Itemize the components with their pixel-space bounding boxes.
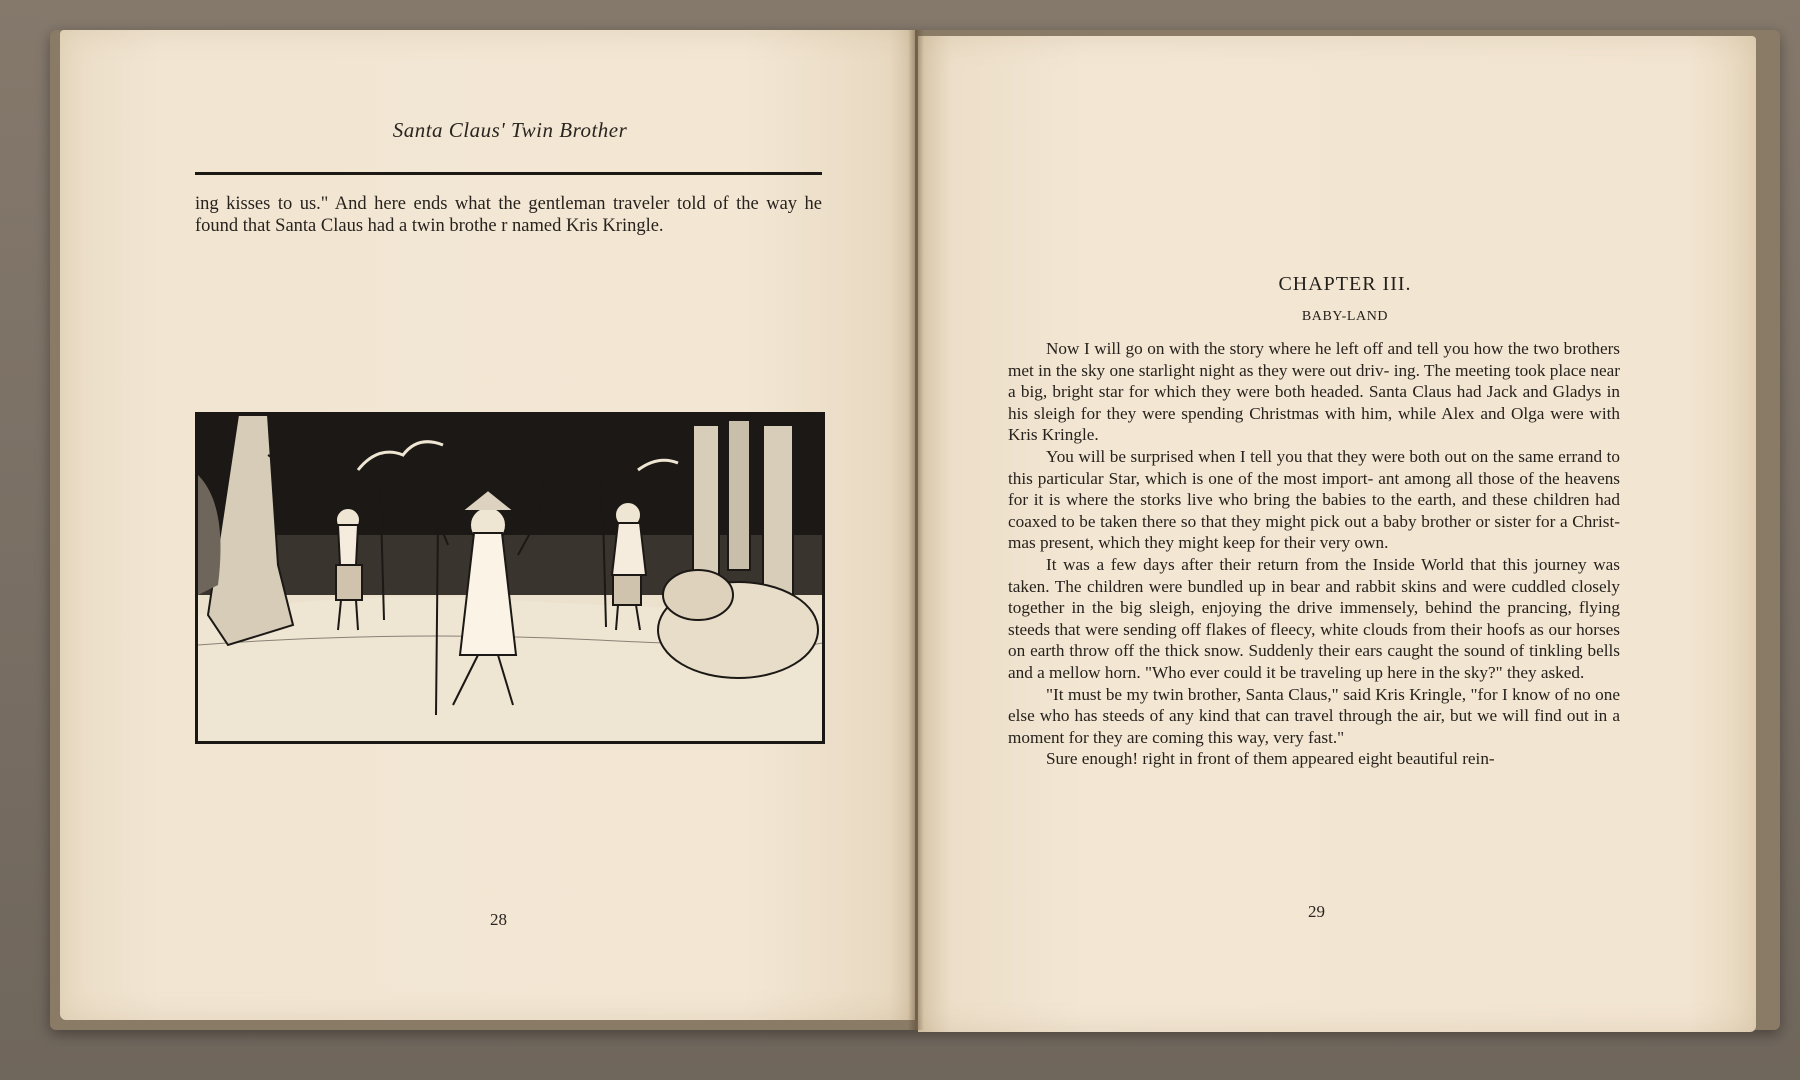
paragraph: "It must be my twin brother, Santa Claus," said Kris Kringle, "for I know of no one else who has steeds of any kind that can travel through the air, but we will find out in a moment for they are coming this way, very fast." — [1008, 684, 1620, 747]
paragraph: Sure enough! right in front of them appeared eight beautiful rein- — [1046, 749, 1495, 769]
right-page-text — [1008, 338, 1620, 770]
running-head: Santa Claus' Twin Brother — [392, 118, 628, 142]
left-page-text — [195, 193, 822, 237]
paragraph: Now I will go on with the story where he left off and tell you how the two brothers met in the sky one starlight night as they were out driv- ing. The meeting took place near a big, bright star for which they were both headed. Santa Claus had Jack and Gladys in his sleigh for they were spending Christmas with him, while Alex and Olga were with Kris Kringle. — [1008, 339, 1620, 445]
paragraph: You will be surprised when I tell you that they were both out on the same errand to this particular Star, which is one of the most import- ant among all those of the heavens for it is where the storks live who bring the babies to the earth, and these children had coaxed to be taken there so that they might pick out a baby brother or sister for a Christ- mas present, which they might keep for their very own. — [1008, 446, 1620, 553]
book-gutter — [908, 30, 924, 1030]
chapter-subtitle: BABY-LAND — [1301, 309, 1389, 324]
chapter-title: CHAPTER III. — [1278, 273, 1412, 295]
gnome-illustration — [195, 412, 825, 744]
left-paragraph: ing kisses to us." And here ends what the gentleman traveler told of the way he found that Santa Claus had a twin brothe r named Kris Kringle. — [195, 194, 822, 236]
header-rule — [195, 172, 822, 175]
page-number-right: 29 — [1308, 902, 1325, 921]
illustration-drawing — [198, 415, 822, 741]
page-number-left: 28 — [490, 910, 507, 929]
paragraph: It was a few days after their return from the Inside World that this journey was taken. The children were bundled up in bear and rabbit skins and were cuddled closely together in the big sleigh, enjoying the drive immensely, behind the prancing, flying steeds that were sending off flakes of fleecy, white clouds from their hoofs as our horses on earth throw off the thick snow. Suddenly their ears caught the sound of tinkling bells and a mellow horn. "Who ever could it be traveling up here in the sky?" they asked. — [1008, 554, 1620, 682]
